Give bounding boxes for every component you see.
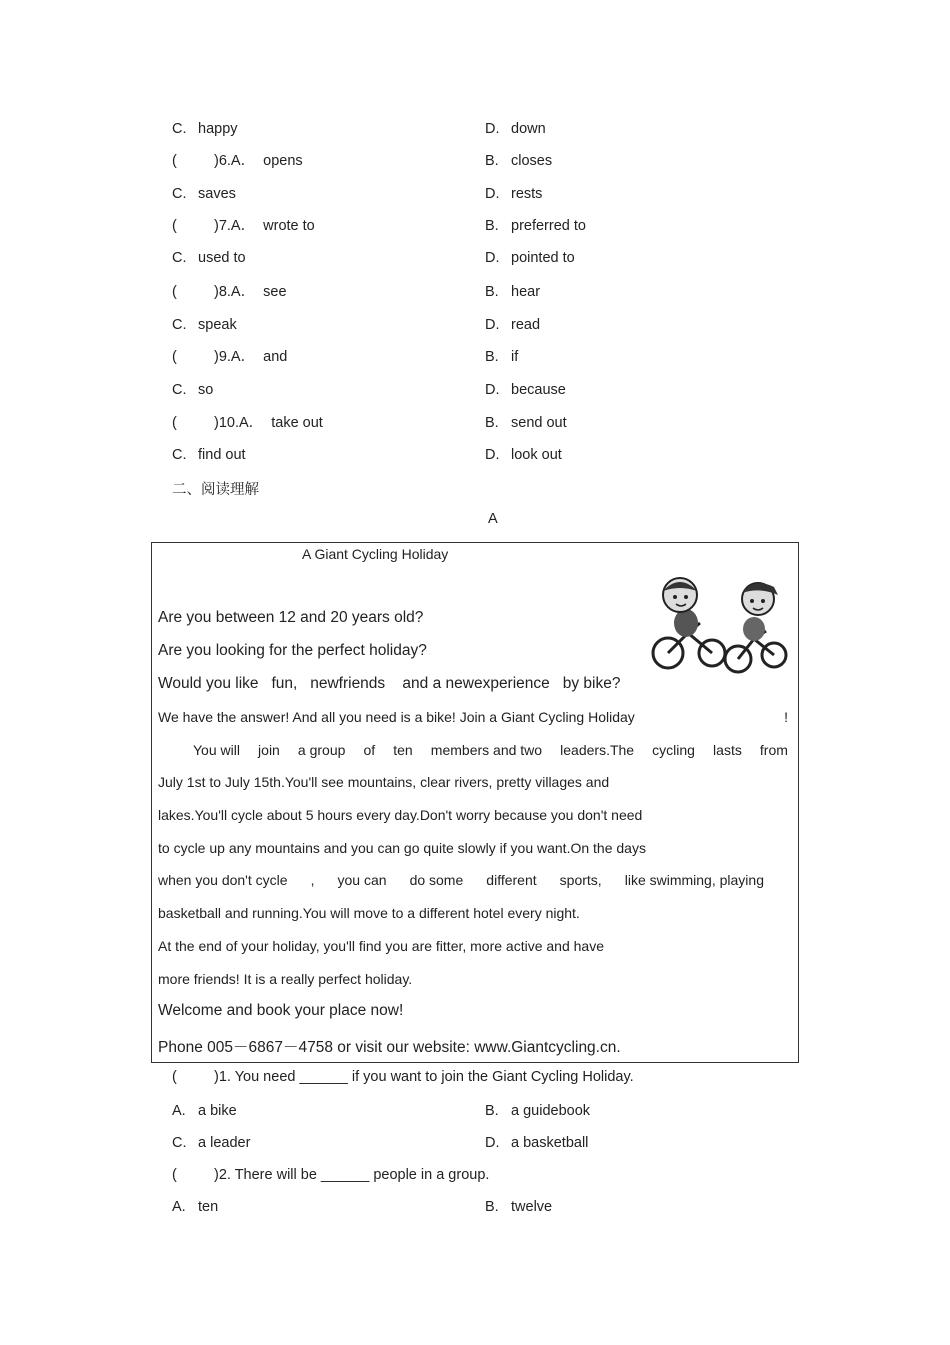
question-2: ( )2. There will be ______ people in a group. (172, 1167, 490, 1183)
ad-paragraph-line-3: lakes.You'll cycle about 5 hours every day.Don't worry because you don't need (158, 807, 643, 823)
option-d-rests: D. rests (485, 186, 543, 202)
option-d-pointed-to: D. pointed to (485, 250, 575, 266)
ad-paragraph-line-5: when you don't cycle , you can do some different sports, like swimming, playing (158, 872, 764, 888)
ad-phone: Phone 005－6867－4758 or visit our website: www.Giantcycling.cn. (158, 1039, 621, 1056)
option-c-used-to: C. used to (172, 250, 246, 266)
question-7: ( )7.A． wrote to (172, 218, 315, 234)
question-6: ( )6.A． opens (172, 153, 303, 169)
option-c-happy: C. happy (172, 121, 238, 137)
ad-paragraph-line-8: more friends! It is a really perfect holiday. (158, 971, 413, 987)
ad-question-age: Are you between 12 and 20 years old? (158, 609, 424, 626)
question-9: ( )9.A． and (172, 349, 288, 365)
option-b-closes: B. closes (485, 153, 553, 169)
q2-option-a: A. ten (172, 1199, 219, 1215)
option-b-hear: B. hear (485, 284, 541, 300)
option-c-saves: C. saves (172, 186, 236, 202)
option-d-down: D. down (485, 121, 546, 137)
question-8: ( )8.A． see (172, 284, 287, 300)
option-d-because: D. because (485, 382, 566, 398)
question-10: ( )10.A． take out (172, 415, 323, 431)
section-title: 二、阅读理解 (172, 482, 259, 498)
ad-paragraph-line-1: You will join a group of ten members and two leaders.The cycling lasts from (193, 742, 788, 758)
question-1: ( )1. You need ______ if you want to join the Giant Cycling Holiday. (172, 1069, 634, 1085)
passage-label: A (488, 511, 498, 527)
ad-paragraph-line-6: basketball and running.You will move to a different hotel every night. (158, 905, 580, 921)
ad-title: A Giant Cycling Holiday (302, 546, 449, 562)
cycling-kids-illustration (650, 573, 792, 675)
ad-answer-line: We have the answer! And all you need is a bike! Join a Giant Cycling Holiday ! (158, 709, 788, 725)
option-c-speak: C. speak (172, 317, 237, 333)
q1-option-c: C. a leader (172, 1135, 251, 1151)
ad-paragraph-line-7: At the end of your holiday, you'll find you are fitter, more active and have (158, 938, 605, 954)
option-b-if: B. if (485, 349, 519, 365)
q1-option-b: B. a guidebook (485, 1103, 591, 1119)
option-c-find-out: C. find out (172, 447, 246, 463)
advertisement-box (151, 542, 799, 1063)
ad-question-like: Would you like fun, newfriends and a newexperience by bike? (158, 675, 621, 692)
option-d-look-out: D. look out (485, 447, 562, 463)
q1-option-a: A. a bike (172, 1103, 237, 1119)
q2-option-b: B. twelve (485, 1199, 553, 1215)
option-c-so: C. so (172, 382, 214, 398)
ad-paragraph-line-2: July 1st to July 15th.You'll see mountains, clear rivers, pretty villages and (158, 774, 610, 790)
option-d-read: D. read (485, 317, 541, 333)
option-b-preferred-to: B. preferred to (485, 218, 586, 234)
q1-option-d: D. a basketball (485, 1135, 589, 1151)
ad-paragraph-line-4: to cycle up any mountains and you can go quite slowly if you want.On the days (158, 840, 646, 856)
option-b-send-out: B. send out (485, 415, 567, 431)
ad-welcome: Welcome and book your place now! (158, 1002, 404, 1019)
ad-question-holiday: Are you looking for the perfect holiday? (158, 642, 427, 659)
